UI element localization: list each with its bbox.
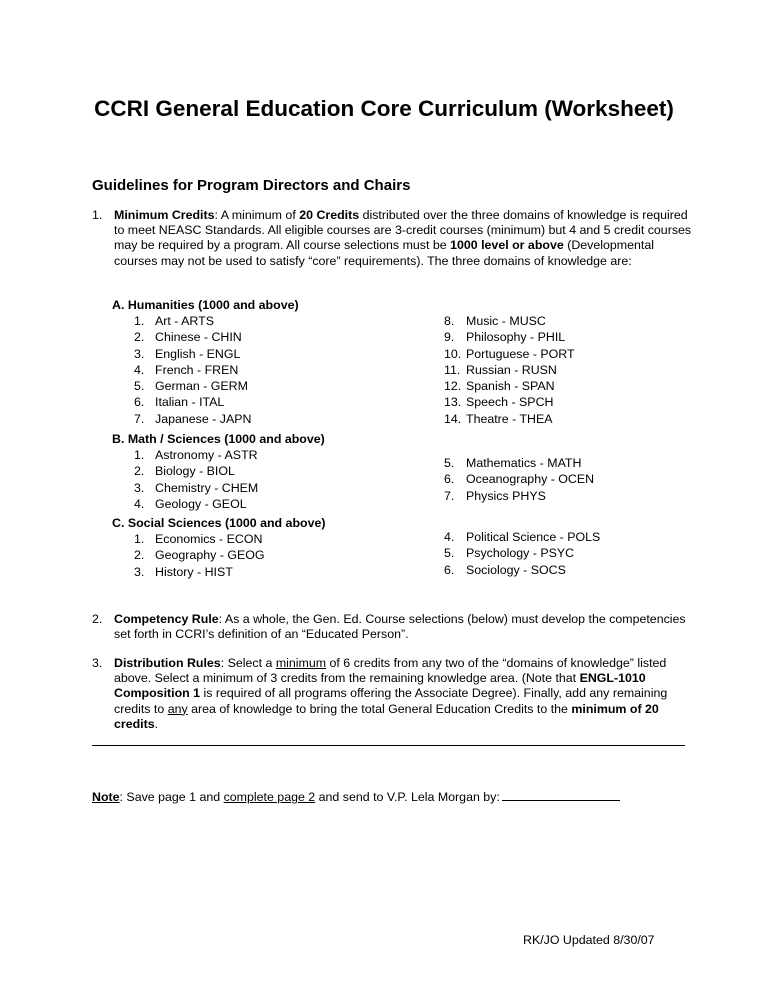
list-item: 2. Chinese - CHIN [134,330,242,345]
list-item: 7. Japanese - JAPN [134,411,252,426]
humanities-list-left [134,313,251,427]
submission-note: Note: Save page 1 and complete page 2 and send to V.P. Lela Morgan by: [92,788,620,804]
list-item: 1. Economics - ECON [134,532,263,546]
rule-number: 1. [92,208,103,222]
rule-number: 2. [92,612,103,626]
list-item: 3. Chemistry - CHEM [134,480,259,495]
list-item: 4. Political Science - POLS [444,530,601,544]
list-item: 4. Geology - GEOL [134,496,247,511]
list-item: 1. Astronomy - ASTR [134,448,258,462]
list-item: 2. Biology - BIOL [134,464,235,479]
social-sciences-list-left [134,531,265,580]
footer-updated: RK/JO Updated 8/30/07 [523,933,655,947]
domain-title: B. Math / Sciences (1000 and above) [112,432,325,446]
page-title: CCRI General Education Core Curriculum (Worksheet) [94,96,674,121]
domain-humanities [112,297,299,313]
domain-title: C. Social Sciences (1000 and above) [112,516,326,530]
list-item: 3. History - HIST [134,564,233,579]
list-item: 5. Mathematics - MATH [444,456,582,470]
list-item: 6. Oceanography - OCEN [444,472,595,487]
list-item: 11. Russian - RUSN [444,362,557,377]
list-item: 13. Speech - SPCH [444,395,554,410]
rule-label: Competency Rule [114,612,219,626]
guidelines-heading: Guidelines for Program Directors and Chairs [92,177,411,194]
list-item: 14. Theatre - THEA [444,411,553,426]
domain-title: A. Humanities (1000 and above) [112,298,299,312]
rule-label: Distribution Rules [114,656,221,670]
rule-label: Minimum Credits [114,208,215,222]
rule-number: 3. [92,656,103,670]
horizontal-divider [92,745,685,746]
humanities-list-right [444,313,575,427]
list-item: 6. Sociology - SOCS [444,562,566,577]
list-item: 1. Art - ARTS [134,314,214,328]
list-item: 7. Physics PHYS [444,488,546,503]
domain-social-sciences [112,515,326,531]
list-item: 5. German - GERM [134,379,248,394]
list-item: 9. Philosophy - PHIL [444,330,566,345]
list-item: 5. Psychology - PSYC [444,546,575,561]
list-item: 10. Portuguese - PORT [444,346,575,361]
math-sciences-list-right [444,455,594,504]
list-item: 6. Italian - ITAL [134,395,225,410]
date-blank-line[interactable] [502,788,620,801]
social-sciences-list-right [444,529,600,578]
list-item: 8. Music - MUSC [444,314,546,328]
list-item: 12. Spanish - SPAN [444,379,555,394]
domain-math-sciences [112,431,325,447]
list-item: 4. French - FREN [134,362,239,377]
list-item: 3. English - ENGL [134,346,241,361]
list-item: 2. Geography - GEOG [134,548,265,563]
math-sciences-list-left [134,447,258,512]
note-label: Note [92,790,120,804]
worksheet-page: CCRI General Education Core Curriculum (Worksheet) Guidelines for Program Directors and Chairs 1. Minimum Credits: A minimum of 20 Credits distributed over the three domains of knowledge is required to meet NEASC Standards. All eligible courses are 3-credit courses (minimum) but 4 and 5 credit courses may be required by a program. All course selections must be 1000 level or above (Developmental courses may not be used to satisfy “core” requirements). The three domains of knowledge are: A. Humanities (1000 and above) 1. Art - ARTS 2. Chinese - CHIN 3. English - ENGL 4. French - FREN 5. German - GERM 6. Italian - ITAL 7. Japanese - JAPN 8. Music - MUSC 9. Philosophy - PHIL 10. Portuguese - PORT 11. Russian - RUSN 12. Spanish - SPAN 13. Speech - SPCH 14. Theatre - THEA B. Math / Sciences (1000 and above) 1. Astronomy - ASTR 2. Biology - BIOL 3. Chemistry - CHEM 4. Geology - GEOL 5. Mathematics - MATH 6. Oceanography - OCEN 7. Physics PHYS C. Social Sciences (1000 and above) 1. Economics - ECON 2. Geography - GEOG 3. History - HIST 4. Political Science - POLS 5. Psychology - PSYC 6. Sociology - SOCS 2. Competency Rule: As a whole, the Gen. Ed. Course selections (below) must develop the competencies set forth in CCRI’s definition of an “Educated Person”. 3. Distribution Rules: Select a minimum of 6 credits from any two of the “domains of knowledge” listed above. Select a minimum of 3 credits from the remaining knowledge area. (Note that ENGL-1010 Composition 1 is required of all programs offering the Associate Degree). Finally, add any remaining credits to any area of knowledge to bring the total General Education Credits to the minimum of 20 credits. Note: Save page 1 and complete page 2 and send to V.P. Lela Morgan by: RK/JO Updated 8/30/07 [0,0,768,994]
